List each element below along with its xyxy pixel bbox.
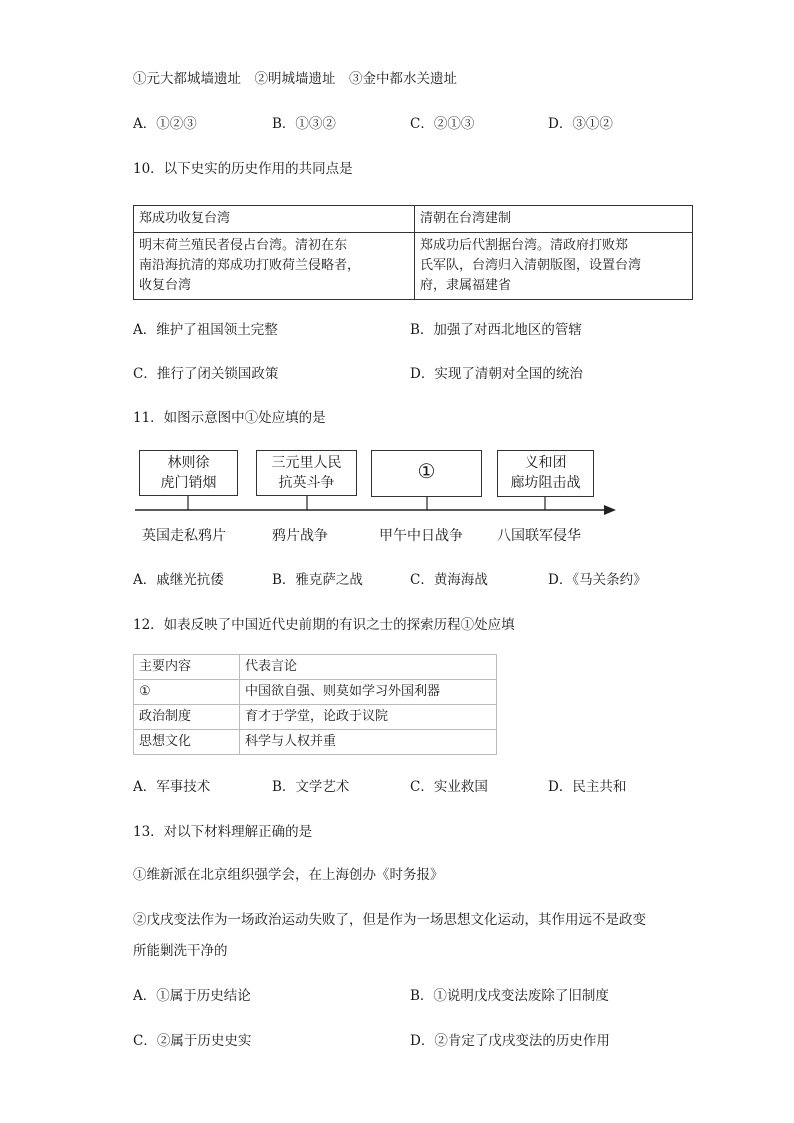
q13-option-a[interactable]: A．①属于历史结论	[133, 988, 251, 1004]
timeline-label: 甲午中日战争	[379, 528, 463, 544]
box-line: 义和团	[524, 455, 567, 471]
q9-option-d[interactable]: D．③①②	[548, 116, 613, 132]
cell-line: 府，隶属福建省	[420, 278, 512, 293]
cell-line: 南沿海抗清的郑成功打败荷兰侵略者，	[139, 258, 361, 273]
table-header-cell: 郑成功收复台湾	[134, 206, 415, 233]
cell-line: 郑成功后代割据台湾。清政府打败郑	[420, 238, 629, 253]
q11-option-c[interactable]: C．黄海海战	[410, 572, 488, 588]
box-line: 林则徐	[167, 455, 210, 471]
q10-option-b[interactable]: B．加强了对西北地区的管辖	[410, 322, 582, 338]
table-row	[134, 655, 497, 680]
table-cell: 育才于学堂，论政于议院	[240, 705, 497, 730]
table-header-cell: 清朝在台湾建制	[415, 206, 693, 233]
timeline-label: 八国联军侵华	[497, 528, 581, 544]
q12-option-b[interactable]: B．文学艺术	[272, 779, 350, 795]
timeline-box-lin-zexu	[139, 450, 238, 496]
timeline-label: 英国走私鸦片	[142, 528, 226, 544]
table-row	[134, 680, 497, 705]
q12-stem: 12．如表反映了中国近代史前期的有识之士的探索历程①处应填	[133, 617, 515, 633]
q11-option-b[interactable]: B．雅克萨之战	[272, 572, 363, 588]
q13-material-2-line-2: 所能剿洗干净的	[133, 943, 228, 959]
table-cell: ①	[134, 680, 240, 705]
table-cell: 思想文化	[134, 730, 240, 755]
table-row	[134, 730, 497, 755]
q12-option-d[interactable]: D．民主共和	[548, 779, 627, 795]
q11-option-a[interactable]: A．戚继光抗倭	[133, 572, 224, 588]
box-line: 三元里人民	[271, 455, 342, 471]
cell-line: 氏军队，台湾归入清朝版图，设置台湾	[420, 258, 642, 273]
cell-line: 明末荷兰殖民者侵占台湾。清初在东	[139, 238, 348, 253]
box-line: 抗英斗争	[278, 475, 335, 491]
q13-material-1: ①维新派在北京组织强学会，在上海创办《时务报》	[133, 867, 444, 883]
table-cell: 政治制度	[134, 705, 240, 730]
q10-option-a[interactable]: A．维护了祖国领土完整	[133, 322, 278, 338]
q13-stem: 13．对以下材料理解正确的是	[133, 824, 313, 840]
q9-option-a[interactable]: A．①②③	[133, 116, 197, 132]
table-cell: 中国欲自强、则莫如学习外国利器	[240, 680, 497, 705]
table-row	[134, 705, 497, 730]
timeline-arrowhead	[604, 505, 616, 515]
q13-option-d[interactable]: D．②肯定了戊戌变法的历史作用	[410, 1033, 610, 1049]
table-cell: 科学与人权并重	[240, 730, 497, 755]
box-line: ①	[417, 459, 436, 483]
q9-option-b[interactable]: B．①③②	[272, 116, 336, 132]
q11-option-d[interactable]: D．《马关条约》	[548, 572, 647, 588]
box-line: 虎门销烟	[160, 475, 217, 491]
q10-stem: 10．以下史实的历史作用的共同点是	[133, 161, 353, 177]
timeline-box-blank-1	[371, 450, 482, 497]
q12-option-a[interactable]: A．军事技术	[133, 779, 211, 795]
table-header-cell: 主要内容	[134, 655, 240, 680]
q12-table	[133, 654, 497, 755]
box-line: 廊坊阻击战	[510, 475, 581, 491]
q9-items-line: ①元大都城墙遗址 ②明城墙遗址 ③金中都水关遗址	[133, 71, 457, 87]
q13-material-2-line-1: ②戊戌变法作为一场政治运动失败了，但是作为一场思想文化运动，其作用远不是政变	[133, 912, 646, 928]
timeline-box-boxers	[497, 450, 594, 497]
q10-option-c[interactable]: C．推行了闭关锁国政策	[133, 366, 279, 382]
q10-option-d[interactable]: D．实现了清朝对全国的统治	[410, 366, 583, 382]
timeline-label: 鸦片战争	[272, 528, 328, 544]
q12-option-c[interactable]: C．实业救国	[410, 779, 488, 795]
q13-option-b[interactable]: B．①说明戊戌变法废除了旧制度	[410, 988, 609, 1004]
q9-option-c[interactable]: C．②①③	[410, 116, 475, 132]
q11-stem: 11．如图示意图中①处应填的是	[133, 410, 326, 426]
timeline-box-sanyuanli	[256, 450, 357, 496]
q13-option-c[interactable]: C．②属于历史史实	[133, 1033, 252, 1049]
table-header-cell: 代表言论	[240, 655, 497, 680]
cell-line: 收复台湾	[139, 278, 192, 293]
